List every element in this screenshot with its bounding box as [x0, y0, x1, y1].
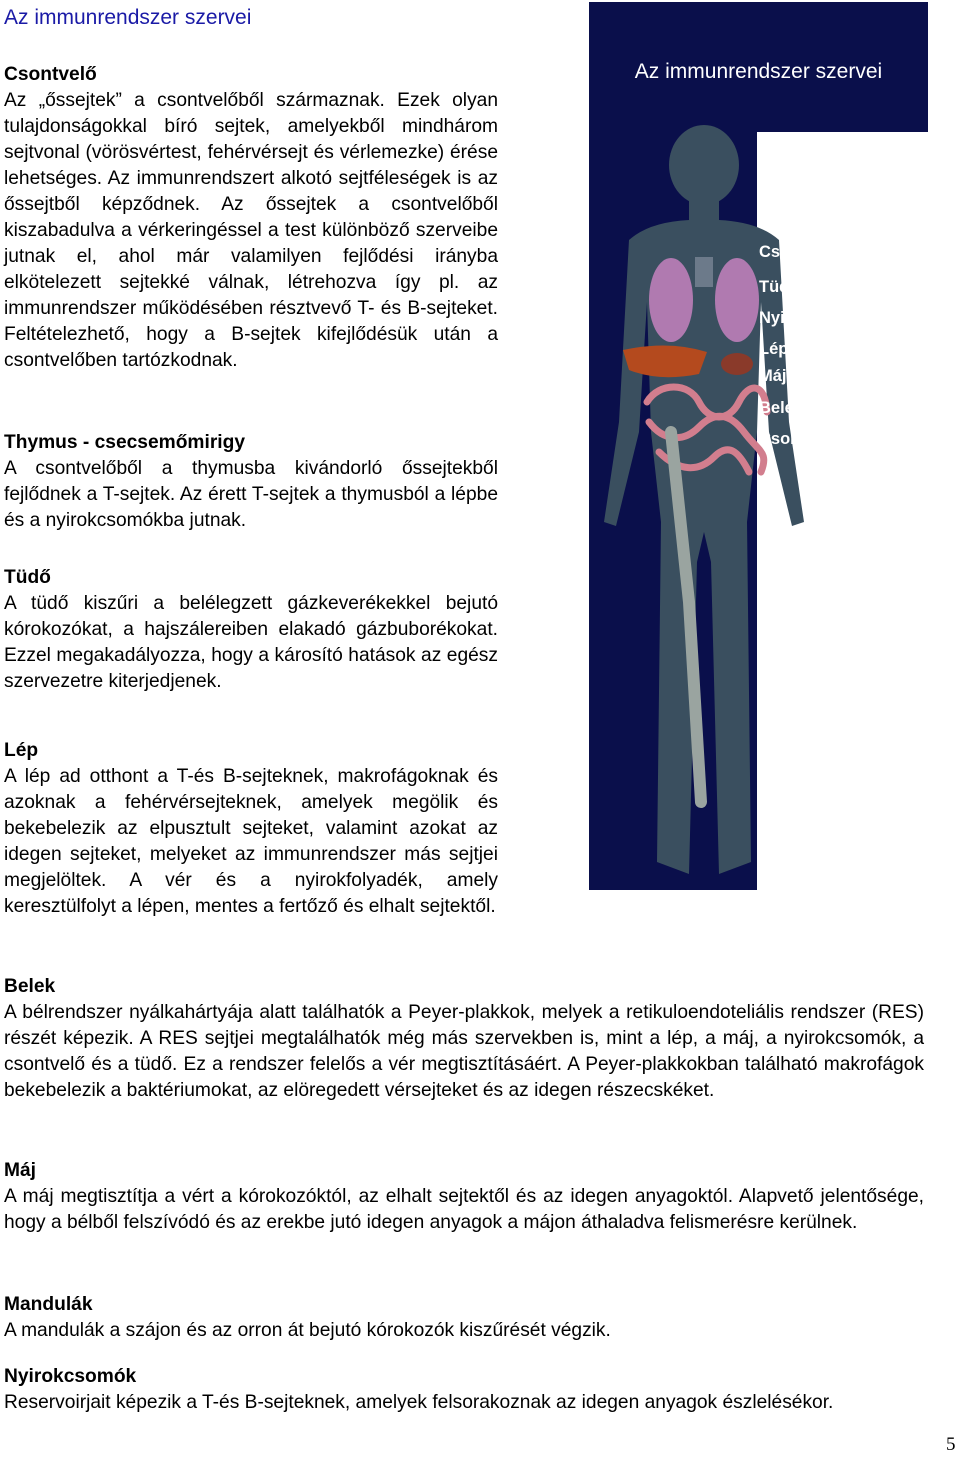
section-belek	[4, 974, 924, 1104]
figure-title: Az immunrendszer szervei	[634, 60, 883, 83]
section-text: Reservoirjait képezik a T-és B-sejteknek, amelyek felsorakoznak az idegen anyagok észlelésékor.	[4, 1392, 834, 1413]
page-title: Az immunrendszer szervei	[4, 6, 252, 29]
label-tudo: Tüdő	[759, 278, 800, 296]
section-heading: Lép	[4, 740, 39, 761]
thymus-icon	[695, 257, 713, 287]
label-maj: Máj	[759, 367, 787, 385]
section-maj	[4, 1158, 924, 1236]
section-mandulak	[4, 1292, 924, 1344]
section-lep	[4, 738, 498, 920]
section-heading: Nyirokcsomók	[4, 1366, 137, 1387]
section-text: A mandulák a szájon és az orron át bejutó kórokozók kiszűrését végzik.	[4, 1320, 611, 1341]
section-heading: Tüdő	[4, 567, 51, 588]
section-text: A bélrendszer nyálkahártyája alatt találhatók a Peyer-plakkok, melyek a retikuloendoteliális rendszer (RES) részét képezik. A RES sejtjei megtalálhatók még más szervekben is, mint a lép, a máj, a nyirokcsomók, a csontvelő és a tüdő. Ez a rendszer felelős a vér megtisztításáért. A Peyer-plakkokban található makrofágok bekebelezik a baktériumokat, az elöregedett vérsejteket és az idegen részecskéket.	[4, 1002, 924, 1101]
label-lep: Lép	[759, 340, 789, 358]
section-text: A máj megtisztítja a vért a kórokozóktól, az elhalt sejtektől és az idegen anyagoktól. Alapvető jelentősége, hogy a bélből felszívódó és az erekbe jutó idegen anyagok a májon áthaladva felismerésre kerülnek.	[4, 1186, 924, 1233]
label-csontvelo: Csontvelő	[759, 430, 839, 448]
section-csontvelo	[4, 62, 498, 374]
label-mandulak: Mandulák	[759, 192, 836, 210]
section-heading: Csontvelő	[4, 64, 97, 85]
section-heading: Mandulák	[4, 1294, 93, 1315]
section-heading: Belek	[4, 976, 56, 997]
section-text: A lép ad otthont a T-és B-sejteknek, makrofágoknak és azoknak a fehérvérsejteknek, amelyek megölik és bekebelezik az elpusztult sejteket, valamint azokat az idegen sejteket, melyeket az immunrendszer más sejtjei megjelöltek. A vér és a nyirokfolyadék, amely keresztülfolyt a lépen, mentes a fertőző és elhalt sejtektől.	[4, 766, 498, 917]
label-csecsemomirigy: Csecsemőmirigy	[759, 243, 892, 261]
page-number: 5	[946, 1434, 956, 1455]
label-nyirokcsomok: Nyirokcsomók	[759, 309, 873, 327]
section-thymus	[4, 430, 498, 534]
section-nyirokcsomok	[4, 1364, 924, 1416]
section-tudo	[4, 565, 498, 695]
label-belek: Belek	[759, 399, 804, 417]
section-text: A tüdő kiszűri a belélegzett gázkeverékekkel bejutó kórokozókat, a hajszálereiben elakadó gázbuborékokat. Ezzel megakadályozza, hogy a károsító hatások az egész szervezetre kiterjedjenek.	[4, 593, 498, 692]
section-text: A csontvelőből a thymusba kivándorló őssejtekből fejlődnek a T-sejtek. Az érett T-sejtek a thymusból a lépbe és a nyirokcsomókba jutnak.	[4, 458, 498, 531]
section-heading: Máj	[4, 1160, 36, 1181]
spleen-icon	[721, 353, 753, 375]
section-text: Az „őssejtek” a csontvelőből származnak. Ezek olyan tulajdonságokkal bíró sejtek, amelyekből mindhárom sejtvonal (vörösvértest, fehérvérsejt és vérlemezke) érése lehetséges. Az immunrendszert alkotó sejtféleségek is az őssejtből képződnek. Az őssejtek a csontvelőből kiszabadulva a vérkeringéssel a test különböző szerveibe jutnak el, ahol már valamilyen fejlődési irányba elkötelezett sejtekké válnak, létrehozva így pl. az immunrendszer működésében résztvevő T- és B-sejteket. Feltételezhető, hogy a B-sejtek kifejlődésük után a csontvelőben tartózkodnak.	[4, 90, 498, 371]
section-heading: Thymus - csecsemőmirigy	[4, 432, 246, 453]
immune-organs-figure	[589, 2, 928, 890]
